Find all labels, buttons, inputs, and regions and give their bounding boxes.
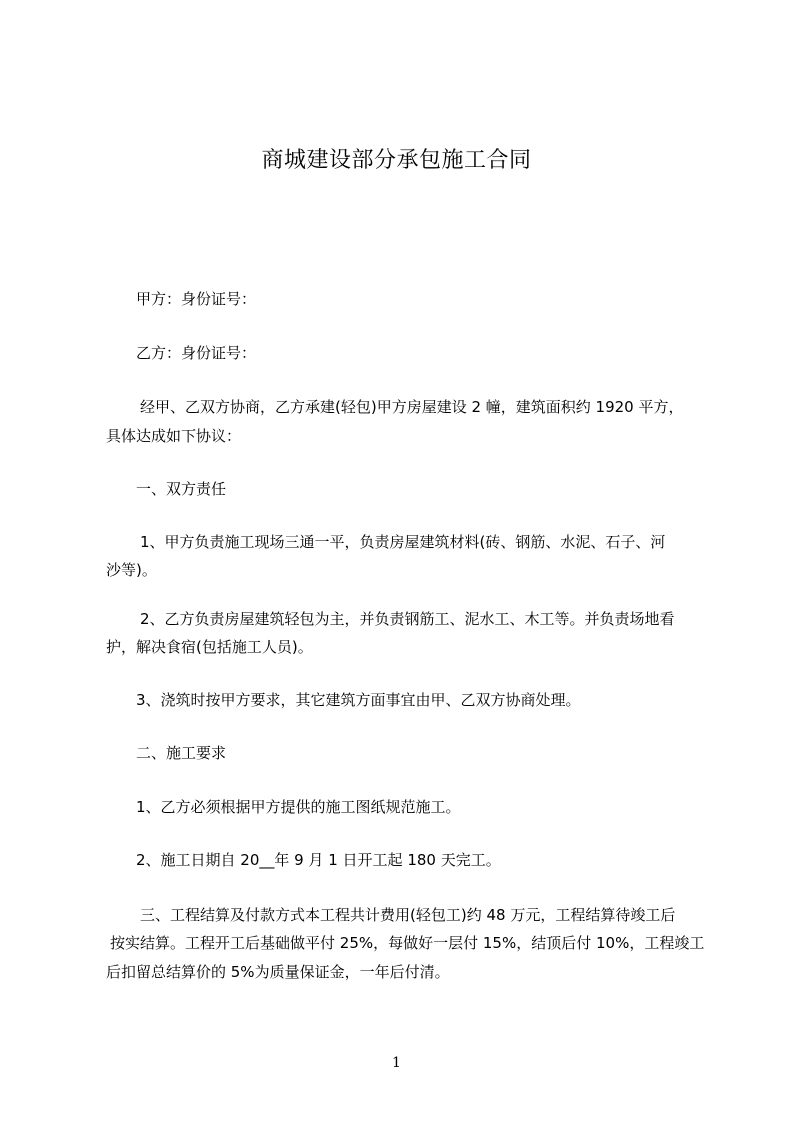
section-1-item-1-line-1: 1、甲方负责施工现场三通一平，负责房屋建筑材料(砖、钢筋、水泥、石子、河 — [140, 533, 666, 551]
section-2-item-1: 1、乙方必须根据甲方提供的施工图纸规范施工。 — [136, 798, 461, 816]
section-1-item-1-line-2: 沙等)。 — [106, 561, 157, 579]
party-a-line: 甲方：身份证号： — [136, 290, 257, 308]
intro-line-2: 具体达成如下协议： — [106, 427, 242, 445]
section-3-line-3: 后扣留总结算价的 5%为质量保证金，一年后付清。 — [106, 963, 450, 981]
page-number: 1 — [392, 1055, 401, 1071]
section-3-line-2: 按实结算。工程开工后基础做平付 25%，每做好一层付 15%，结顶后付 10%，工程竣工 — [110, 934, 705, 952]
section-1-heading: 一、双方责任 — [136, 480, 227, 498]
party-b-line: 乙方：身份证号： — [136, 344, 257, 362]
section-1-item-2-line-2: 护，解决食宿(包括施工人员)。 — [106, 638, 313, 656]
intro-line-1: 经甲、乙双方协商，乙方承建(轻包)甲方房屋建设 2 幢，建筑面积约 1920 平方， — [140, 398, 684, 416]
section-3-line-1: 三、工程结算及付款方式本工程共计费用(轻包工)约 48 万元，工程结算待竣工后 — [140, 906, 676, 924]
section-1-item-3: 3、浇筑时按甲方要求，其它建筑方面事宜由甲、乙双方协商处理。 — [136, 691, 581, 709]
section-2-item-2: 2、施工日期自 20__年 9 月 1 日开工起 180 天完工。 — [136, 851, 501, 869]
section-2-heading: 二、施工要求 — [136, 744, 227, 762]
document-title: 商城建设部分承包施工合同 — [261, 148, 532, 173]
section-1-item-2-line-1: 2、乙方负责房屋建筑轻包为主，并负责钢筋工、泥水工、木工等。并负责场地看 — [140, 610, 675, 628]
